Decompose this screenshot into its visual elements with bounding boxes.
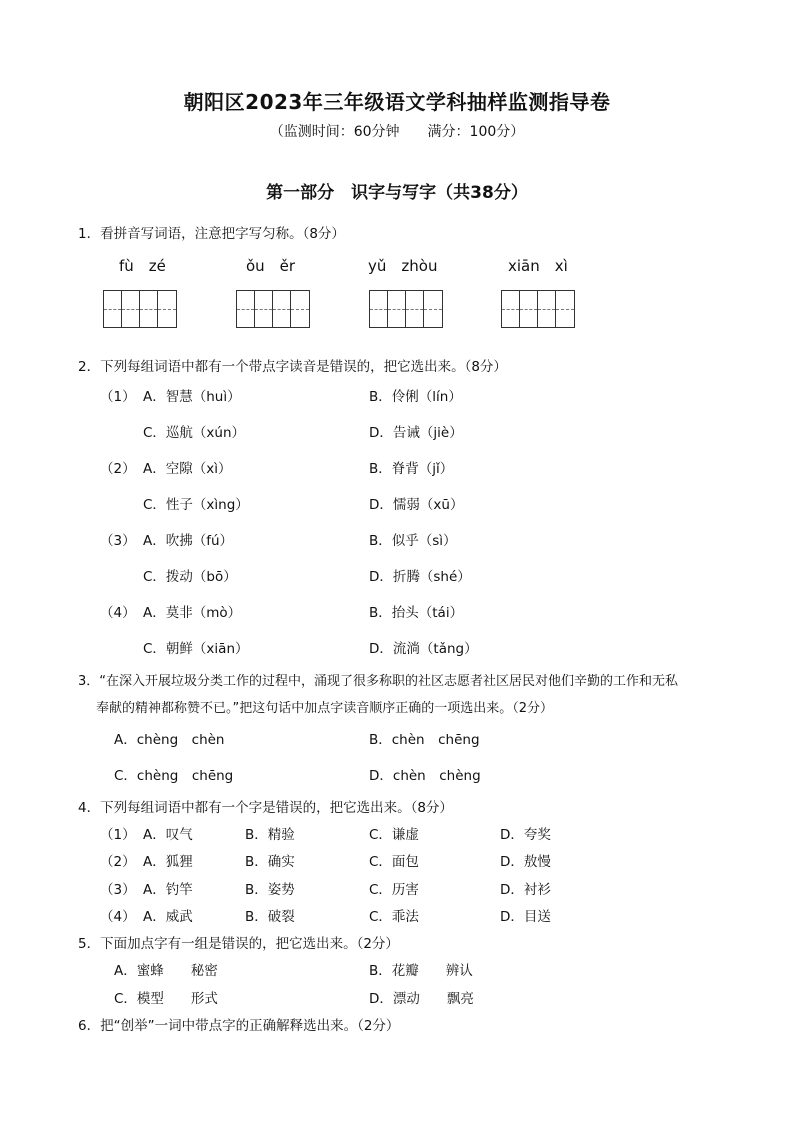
q2-option[interactable]: A．莫非（mò） — [143, 605, 242, 621]
q4-option[interactable]: D．衬衫 — [500, 882, 551, 898]
page-title: 朝阳区2023年三年级语文学科抽样监测指导卷 — [183, 90, 611, 114]
q4-option[interactable]: A．叹气 — [143, 827, 193, 843]
q3-option-b[interactable]: B．chèn chēng — [369, 732, 480, 748]
q4-option[interactable]: C．乖法 — [369, 909, 419, 925]
q4-option[interactable]: A．威武 — [143, 909, 193, 925]
q4-row-number: （3） — [100, 882, 136, 898]
pinyin-3: yǔ zhòu — [368, 257, 438, 275]
q4-option[interactable]: B．姿势 — [245, 882, 295, 898]
q2-option[interactable]: A．空隙（xì） — [143, 461, 232, 477]
question-3-text-continued: 奉献的精神都称赞不已。”把这句话中加点字读音顺序正确的一项选出来。（2分） — [96, 701, 554, 716]
question-2-prompt: 2．下列每组词语中都有一个带点字读音是错误的，把它选出来。（8分） — [78, 359, 507, 375]
q4-option[interactable]: A．钓竿 — [143, 882, 193, 898]
q4-option[interactable]: B．破裂 — [245, 909, 295, 925]
q2-option[interactable]: D．告诫（jiè） — [369, 425, 463, 441]
q4-row-number: （1） — [100, 827, 136, 843]
writing-grid-1[interactable] — [103, 290, 177, 328]
q4-option[interactable]: B．确实 — [245, 854, 295, 870]
pinyin-2: ǒu ěr — [246, 257, 296, 275]
writing-grid-2[interactable] — [236, 290, 310, 328]
question-3-text: 3．“在深入开展垃圾分类工作的过程中，涌现了很多称职的社区志愿者社区居民对他们辛勤的工作和无私 — [78, 674, 679, 689]
q2-option[interactable]: B．伶俐（lín） — [369, 389, 462, 405]
q2-group-number: （2） — [100, 461, 136, 477]
question-6-prompt: 6．把“创举”一词中带点字的正确解释选出来。（2分） — [78, 1018, 400, 1034]
q2-option[interactable]: B．脊背（jǐ） — [369, 461, 454, 477]
q3-option-a[interactable]: A．chèng chèn — [114, 732, 225, 748]
q2-group-number: （3） — [100, 533, 136, 549]
q2-option[interactable]: C．朝鲜（xiān） — [143, 641, 249, 657]
q4-option[interactable]: C．历害 — [369, 882, 419, 898]
pinyin-4: xiān xì — [508, 257, 568, 275]
q3-option-d[interactable]: D．chèn chèng — [369, 768, 481, 784]
q4-option[interactable]: D．敖慢 — [500, 854, 551, 870]
q4-option[interactable]: C．谦虚 — [369, 827, 419, 843]
q2-option[interactable]: A．智慧（huì） — [143, 389, 241, 405]
q4-row-number: （2） — [100, 854, 136, 870]
q2-option[interactable]: D．流淌（tǎng） — [369, 641, 478, 657]
q2-option[interactable]: B．似乎（sì） — [369, 533, 457, 549]
q2-option[interactable]: C．性子（xìng） — [143, 497, 249, 513]
q2-option[interactable]: D．懦弱（xū） — [369, 497, 464, 513]
writing-grid-4[interactable] — [501, 290, 575, 328]
q2-option[interactable]: C．拨动（bō） — [143, 569, 237, 585]
q4-row-number: （4） — [100, 909, 136, 925]
q2-option[interactable]: C．巡航（xún） — [143, 425, 246, 441]
q4-option[interactable]: D．夸奖 — [500, 827, 551, 843]
exam-info: （监测时间：60分钟 满分：100分） — [269, 124, 525, 140]
q4-option[interactable]: D．目送 — [500, 909, 551, 925]
q4-option[interactable]: A．狐狸 — [143, 854, 193, 870]
q4-option[interactable]: C．面包 — [369, 854, 419, 870]
q4-option[interactable]: B．精验 — [245, 827, 295, 843]
q2-option[interactable]: D．折腾（shé） — [369, 569, 471, 585]
q3-option-c[interactable]: C．chèng chēng — [114, 768, 234, 784]
q2-option[interactable]: B．抬头（tái） — [369, 605, 464, 621]
question-5-prompt: 5．下面加点字有一组是错误的，把它选出来。（2分） — [78, 936, 399, 952]
q2-option[interactable]: A．吹拂（fú） — [143, 533, 234, 549]
pinyin-1: fù zé — [119, 257, 166, 275]
q5-option-d[interactable]: D．漂动 飘亮 — [369, 991, 474, 1007]
q5-option-b[interactable]: B．花瓣 辨认 — [369, 963, 473, 979]
writing-grid-3[interactable] — [369, 290, 443, 328]
q5-option-c[interactable]: C．模型 形式 — [114, 991, 218, 1007]
q2-group-number: （4） — [100, 605, 136, 621]
q2-group-number: （1） — [100, 389, 136, 405]
question-1-prompt: 1．看拼音写词语，注意把字写匀称。（8分） — [78, 226, 345, 242]
section-title: 第一部分 识字与写字（共38分） — [266, 183, 528, 203]
q5-option-a[interactable]: A．蜜蜂 秘密 — [114, 963, 218, 979]
question-4-prompt: 4．下列每组词语中都有一个字是错误的，把它选出来。（8分） — [78, 800, 453, 816]
